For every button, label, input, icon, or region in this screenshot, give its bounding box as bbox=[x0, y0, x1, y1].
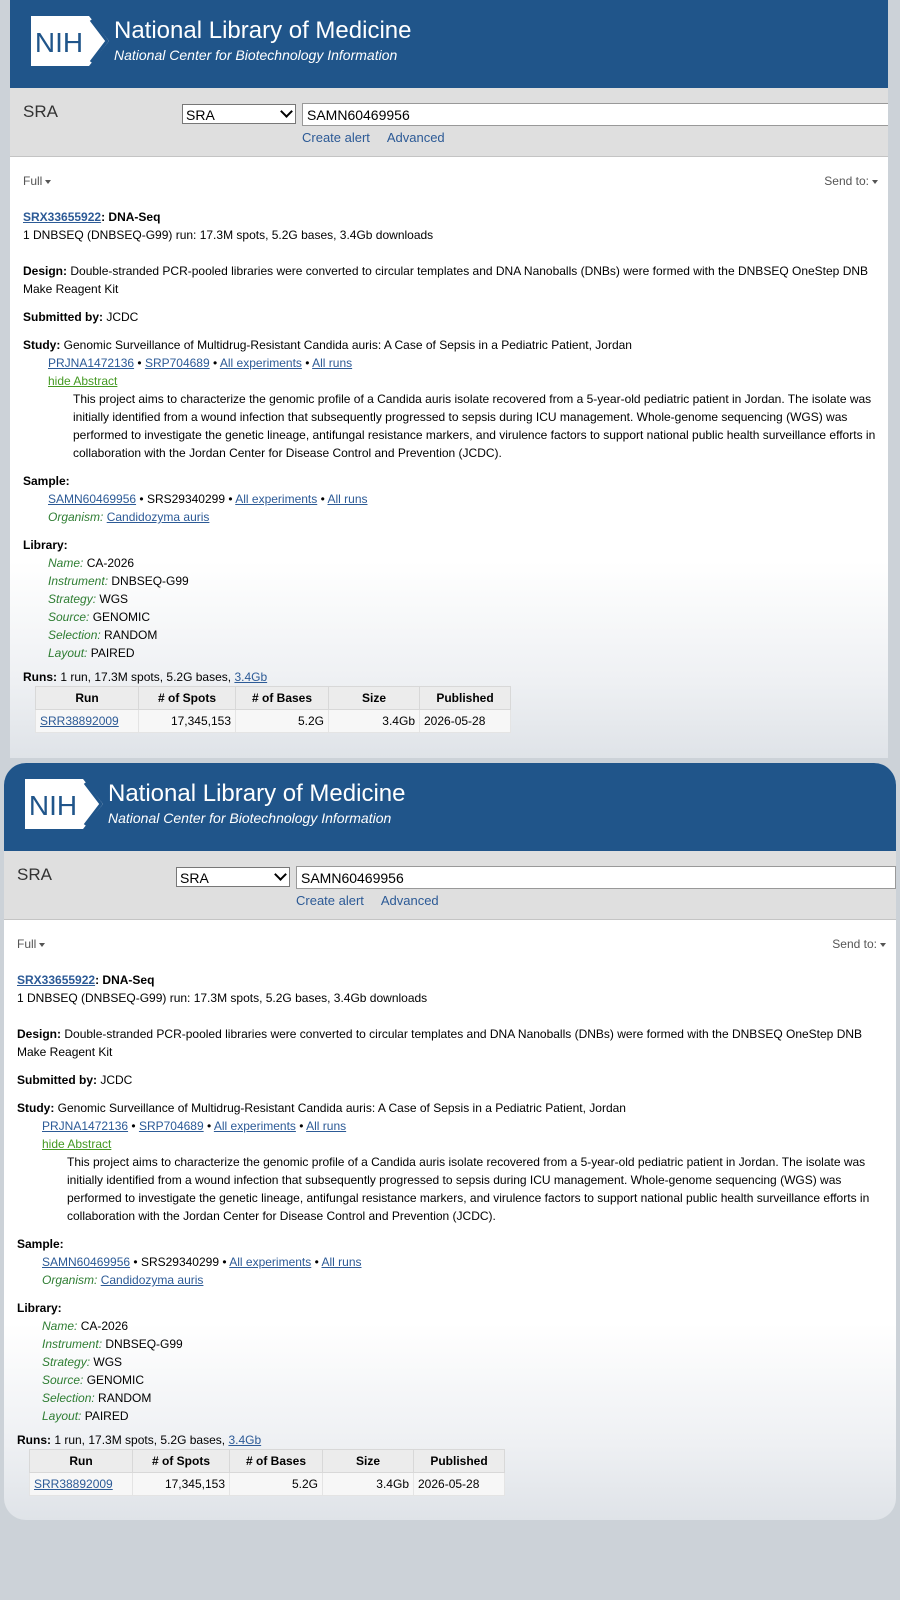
design-label: Design: bbox=[17, 1027, 62, 1041]
col-bases: # of Bases bbox=[230, 1450, 323, 1473]
sample-label: Sample: bbox=[23, 474, 70, 488]
design-text: Double-stranded PCR-pooled libraries were converted to circular templates and DNA Nanoballs (DNBs) were formed with the DNBSEQ OneStep DNB Make Reagent Kit bbox=[17, 1027, 863, 1059]
study-title: Genomic Surveillance of Multidrug-Resistant Candida auris: A Case of Sepsis in a Pediatric Patient, Jordan bbox=[54, 1101, 626, 1115]
col-published: Published bbox=[420, 687, 511, 710]
sample-section bbox=[23, 472, 880, 526]
study-all-experiments-link[interactable]: All experiments bbox=[219, 356, 302, 370]
table-header-row bbox=[30, 1450, 505, 1473]
nih-logo[interactable] bbox=[25, 779, 103, 829]
submitted-section bbox=[23, 308, 880, 326]
advanced-link[interactable]: Advanced bbox=[380, 893, 439, 908]
srs-accession: SRS29340299 bbox=[140, 1255, 220, 1269]
ncbi-subtitle: National Center for Biotechnology Information bbox=[108, 810, 392, 826]
runs-table bbox=[29, 1449, 505, 1496]
runs-section bbox=[17, 1431, 888, 1496]
separator: • bbox=[128, 1119, 139, 1133]
format-dropdown[interactable] bbox=[17, 937, 45, 951]
search-bar bbox=[4, 851, 896, 920]
run-size: 3.4Gb bbox=[323, 1473, 414, 1496]
library-name-label: Name: bbox=[48, 556, 84, 570]
strategy-value: WGS bbox=[93, 1355, 123, 1369]
chevron-down-icon bbox=[280, 105, 293, 118]
organism-link[interactable]: Candidozyma auris bbox=[100, 1273, 204, 1287]
srp-link[interactable]: SRP704689 bbox=[138, 1119, 204, 1133]
run-size: 3.4Gb bbox=[329, 710, 420, 733]
separator: • bbox=[134, 356, 145, 370]
database-select[interactable] bbox=[176, 867, 290, 887]
experiment-summary: 1 DNBSEQ (DNBSEQ-G99) run: 17.3M spots, 5.2G bases, 3.4Gb downloads bbox=[17, 991, 428, 1005]
caret-down-icon bbox=[39, 943, 45, 947]
sample-label: Sample: bbox=[17, 1237, 64, 1251]
col-spots: # of Spots bbox=[139, 687, 236, 710]
site-header bbox=[10, 0, 888, 88]
sample-all-runs-link[interactable]: All runs bbox=[327, 492, 368, 506]
strategy-label: Strategy: bbox=[48, 592, 97, 606]
run-bases: 5.2G bbox=[230, 1473, 323, 1496]
caret-down-icon bbox=[872, 180, 878, 184]
search-input[interactable] bbox=[302, 103, 888, 126]
run-published: 2026-05-28 bbox=[414, 1473, 505, 1496]
bioproject-link[interactable]: PRJNA1472136 bbox=[48, 356, 135, 370]
separator: • bbox=[203, 1119, 214, 1133]
runs-download-link[interactable]: 3.4Gb bbox=[234, 670, 268, 684]
table-header-row bbox=[36, 687, 511, 710]
study-section bbox=[17, 1099, 888, 1225]
library-name: CA-2026 bbox=[86, 556, 135, 570]
design-label: Design: bbox=[23, 264, 68, 278]
organism-label: Organism: bbox=[48, 510, 104, 524]
submitted-label: Submitted by: bbox=[17, 1073, 97, 1087]
separator: • bbox=[209, 356, 220, 370]
layout-value: PAIRED bbox=[90, 646, 135, 660]
submitted-value: JCDC bbox=[103, 310, 139, 324]
db-label: SRA bbox=[17, 865, 52, 884]
experiment-type: : DNA-Seq bbox=[101, 210, 161, 224]
format-label: Full bbox=[17, 937, 37, 951]
library-section bbox=[23, 536, 880, 662]
separator: • bbox=[295, 1119, 307, 1133]
create-alert-link[interactable]: Create alert bbox=[302, 130, 370, 145]
col-size: Size bbox=[323, 1450, 414, 1473]
study-section bbox=[23, 336, 880, 462]
caret-down-icon bbox=[45, 180, 51, 184]
search-bar bbox=[10, 88, 888, 157]
submitted-value: JCDC bbox=[97, 1073, 133, 1087]
nlm-title[interactable]: National Library of Medicine bbox=[114, 17, 412, 44]
experiment-summary: 1 DNBSEQ (DNBSEQ-G99) run: 17.3M spots, 5.2G bases, 3.4Gb downloads bbox=[23, 228, 434, 242]
source-value: GENOMIC bbox=[86, 1373, 145, 1387]
run-published: 2026-05-28 bbox=[420, 710, 511, 733]
runs-label: Runs: bbox=[17, 1433, 51, 1447]
study-label: Study: bbox=[23, 338, 61, 352]
library-label: Library: bbox=[23, 538, 68, 552]
biosample-link[interactable]: SAMN60469956 bbox=[48, 492, 137, 506]
organism-link[interactable]: Candidozyma auris bbox=[106, 510, 210, 524]
format-label: Full bbox=[23, 174, 43, 188]
experiment-type: : DNA-Seq bbox=[95, 973, 155, 987]
selection-label: Selection: bbox=[48, 628, 101, 642]
nih-logo-text: NIH bbox=[34, 27, 84, 58]
send-to-dropdown[interactable] bbox=[832, 937, 886, 951]
source-label: Source: bbox=[42, 1373, 84, 1387]
study-title: Genomic Surveillance of Multidrug-Resistant Candida auris: A Case of Sepsis in a Pediatric Patient, Jordan bbox=[60, 338, 632, 352]
run-bases: 5.2G bbox=[236, 710, 329, 733]
database-select-value: SRA bbox=[180, 870, 209, 886]
sample-section bbox=[17, 1235, 888, 1289]
design-section bbox=[23, 262, 880, 298]
col-published: Published bbox=[414, 1450, 505, 1473]
study-all-experiments-link[interactable]: All experiments bbox=[213, 1119, 296, 1133]
separator: • bbox=[317, 492, 328, 506]
library-section bbox=[17, 1299, 888, 1425]
table-row bbox=[30, 1473, 505, 1496]
design-text: Double-stranded PCR-pooled libraries were converted to circular templates and DNA Nanoballs (DNBs) were formed with the DNBSEQ OneStep DNB Make Reagent Kit bbox=[23, 264, 869, 296]
runs-section bbox=[23, 668, 880, 733]
hide-abstract-toggle[interactable]: hide Abstract bbox=[42, 1137, 112, 1151]
caret-down-icon bbox=[880, 943, 886, 947]
separator: • bbox=[301, 356, 313, 370]
database-select[interactable] bbox=[182, 104, 296, 124]
col-spots: # of Spots bbox=[133, 1450, 230, 1473]
sample-all-runs-link[interactable]: All runs bbox=[321, 1255, 362, 1269]
create-alert-link[interactable]: Create alert bbox=[296, 893, 364, 908]
run-accession-link[interactable]: SRR38892009 bbox=[40, 714, 119, 728]
layout-label: Layout: bbox=[42, 1409, 82, 1423]
source-label: Source: bbox=[48, 610, 90, 624]
organism-label: Organism: bbox=[42, 1273, 98, 1287]
col-run: Run bbox=[36, 687, 139, 710]
instrument-label: Instrument: bbox=[42, 1337, 103, 1351]
sample-all-experiments-link[interactable]: All experiments bbox=[229, 1255, 312, 1269]
experiment-accession-link[interactable]: SRX33655922 bbox=[23, 210, 102, 224]
submitted-label: Submitted by: bbox=[23, 310, 103, 324]
strategy-label: Strategy: bbox=[42, 1355, 91, 1369]
study-label: Study: bbox=[17, 1101, 55, 1115]
separator: • bbox=[219, 1255, 230, 1269]
send-to-dropdown[interactable] bbox=[824, 174, 878, 188]
source-value: GENOMIC bbox=[92, 610, 151, 624]
study-abstract: This project aims to characterize the genomic profile of a Candida auris isolate recovered from a 5-year-old pediatric patient in Jordan. The isolate was initially identified from a wound infection that subsequently progressed to sepsis during ICU management. Whole-genome sequencing (WGS) was performed to investigate the genetic lineage, antifungal resistance markers, and virulence factors to support national public health surveillance efforts in collaboration with the Jordan Center for Disease Control and Prevention (JCDC). bbox=[67, 1155, 870, 1223]
col-bases: # of Bases bbox=[236, 687, 329, 710]
search-input[interactable] bbox=[296, 866, 896, 889]
instrument-value: DNBSEQ-G99 bbox=[111, 574, 189, 588]
experiment-title bbox=[23, 208, 880, 226]
strategy-value: WGS bbox=[99, 592, 129, 606]
experiment-title bbox=[17, 971, 888, 989]
srp-link[interactable]: SRP704689 bbox=[144, 356, 210, 370]
chevron-down-icon bbox=[274, 868, 287, 881]
hide-abstract-toggle[interactable]: hide Abstract bbox=[48, 374, 118, 388]
nih-logo[interactable] bbox=[31, 16, 109, 66]
send-to-label: Send to: bbox=[824, 174, 869, 188]
advanced-link[interactable]: Advanced bbox=[386, 130, 445, 145]
experiment-accession-link[interactable]: SRX33655922 bbox=[17, 973, 96, 987]
col-run: Run bbox=[30, 1450, 133, 1473]
biosample-link[interactable]: SAMN60469956 bbox=[42, 1255, 131, 1269]
design-section bbox=[17, 1025, 888, 1061]
separator: • bbox=[225, 492, 236, 506]
separator: • bbox=[136, 492, 147, 506]
runs-summary: 1 run, 17.3M spots, 5.2G bases, bbox=[51, 1433, 229, 1447]
db-label: SRA bbox=[23, 102, 58, 121]
send-to-label: Send to: bbox=[832, 937, 877, 951]
database-select-value: SRA bbox=[186, 107, 215, 123]
runs-summary: 1 run, 17.3M spots, 5.2G bases, bbox=[57, 670, 235, 684]
nih-logo-text: NIH bbox=[28, 790, 78, 821]
selection-value: RANDOM bbox=[98, 1391, 152, 1405]
separator: • bbox=[311, 1255, 322, 1269]
ncbi-subtitle: National Center for Biotechnology Information bbox=[114, 47, 398, 63]
sample-all-experiments-link[interactable]: All experiments bbox=[235, 492, 318, 506]
layout-value: PAIRED bbox=[84, 1409, 129, 1423]
nlm-title[interactable]: National Library of Medicine bbox=[108, 780, 406, 807]
run-accession-link[interactable]: SRR38892009 bbox=[34, 1477, 113, 1491]
run-spots: 17,345,153 bbox=[139, 710, 236, 733]
srs-accession: SRS29340299 bbox=[146, 492, 226, 506]
bioproject-link[interactable]: PRJNA1472136 bbox=[42, 1119, 129, 1133]
runs-table bbox=[35, 686, 511, 733]
format-dropdown[interactable] bbox=[23, 174, 51, 188]
run-spots: 17,345,153 bbox=[133, 1473, 230, 1496]
study-abstract: This project aims to characterize the genomic profile of a Candida auris isolate recovered from a 5-year-old pediatric patient in Jordan. The isolate was initially identified from a wound infection that subsequently progressed to sepsis during ICU management. Whole-genome sequencing (WGS) was performed to investigate the genetic lineage, antifungal resistance markers, and virulence factors to support national public health surveillance efforts in collaboration with the Jordan Center for Disease Control and Prevention (JCDC). bbox=[73, 392, 876, 460]
site-header bbox=[4, 763, 896, 851]
screenshot-panel-top bbox=[10, 0, 888, 758]
instrument-label: Instrument: bbox=[48, 574, 109, 588]
screenshot-panel-bottom bbox=[4, 763, 896, 1520]
runs-download-link[interactable]: 3.4Gb bbox=[228, 1433, 262, 1447]
runs-label: Runs: bbox=[23, 670, 57, 684]
layout-label: Layout: bbox=[48, 646, 88, 660]
selection-value: RANDOM bbox=[104, 628, 158, 642]
study-all-runs-link[interactable]: All runs bbox=[312, 356, 353, 370]
submitted-section bbox=[17, 1071, 888, 1089]
library-name-label: Name: bbox=[42, 1319, 78, 1333]
library-label: Library: bbox=[17, 1301, 62, 1315]
study-all-runs-link[interactable]: All runs bbox=[306, 1119, 347, 1133]
library-name: CA-2026 bbox=[80, 1319, 129, 1333]
separator: • bbox=[130, 1255, 141, 1269]
table-row bbox=[36, 710, 511, 733]
instrument-value: DNBSEQ-G99 bbox=[105, 1337, 183, 1351]
col-size: Size bbox=[329, 687, 420, 710]
selection-label: Selection: bbox=[42, 1391, 95, 1405]
